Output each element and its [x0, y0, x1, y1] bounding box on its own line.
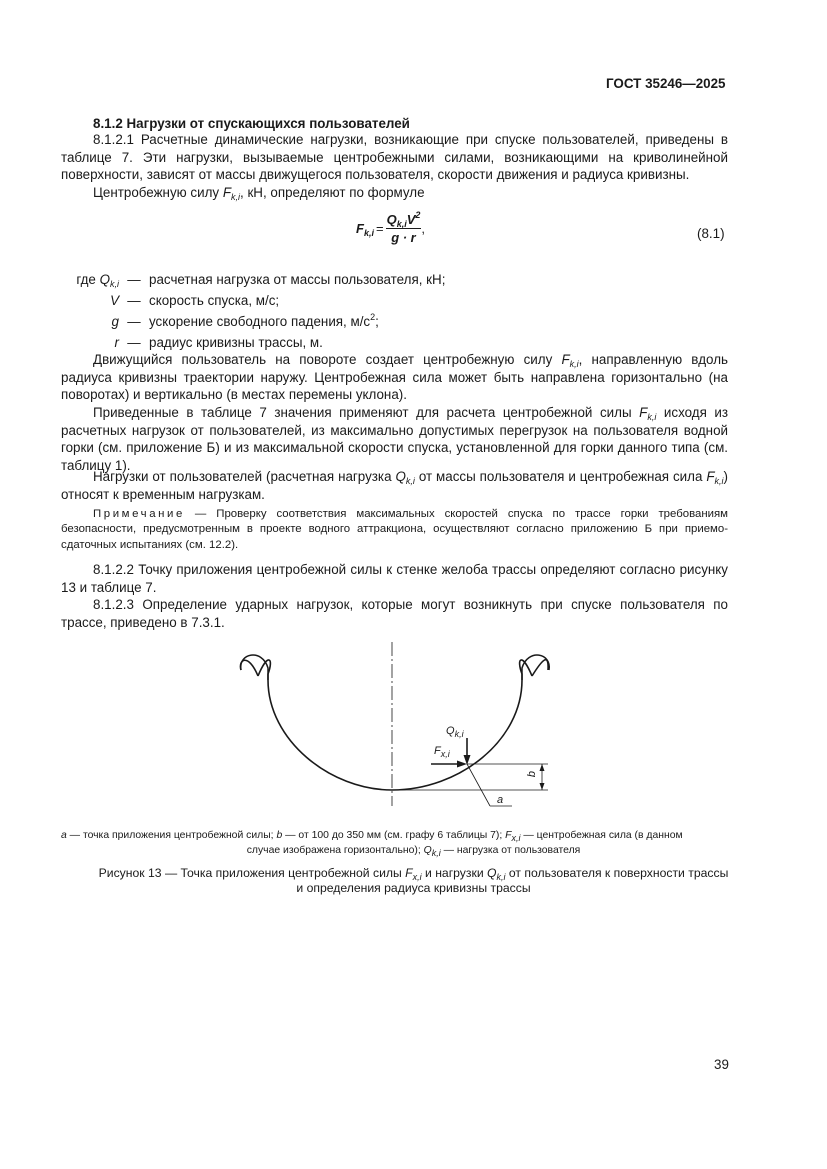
trough-profile — [240, 660, 548, 790]
symbol: F — [561, 352, 570, 367]
caption-symbol: Q — [487, 866, 497, 880]
text-span: Движущийся пользователь на повороте создает центробежную силу — [93, 352, 562, 367]
text-span: Приведенные в таблице 7 значения применяют для расчета центробежной силы — [93, 405, 640, 420]
document-header: ГОСТ 35246—2025 — [606, 76, 726, 91]
key-text: — точка приложения центробежной силы; — [66, 830, 277, 841]
subscript: k,i — [569, 359, 579, 369]
caption-symbol: F — [405, 866, 413, 880]
formula-velocity: V — [406, 212, 416, 227]
caption-text: от пользователя к поверхности трассы — [505, 866, 729, 880]
legend-superscript: 2 — [370, 312, 376, 322]
legend-text: скорость спуска, м/с; — [149, 293, 280, 308]
label-q-symbol: Q — [446, 725, 455, 737]
label-b: b — [526, 770, 539, 778]
caption-text: Рисунок 13 — Точка приложения центробежной силы — [98, 866, 406, 880]
caption-text: и нагрузки — [421, 866, 488, 880]
text-span: Центробежную силу — [93, 185, 223, 200]
caption-sub: k,i — [496, 872, 506, 882]
label-q — [446, 725, 464, 737]
formula-numerator: Q — [386, 212, 397, 227]
label-f-sub: x,i — [440, 749, 450, 759]
key-text: F — [505, 830, 512, 841]
symbol: F — [639, 405, 648, 420]
legend-symbol: V — [110, 293, 119, 308]
figure-caption-line2: и определения радиуса кривизны трассы — [296, 881, 531, 895]
dimension-arrow-up — [540, 764, 545, 771]
legend-text: ускорение свободного падения, м/с — [149, 314, 371, 329]
key-text: — нагрузка от пользователя — [440, 845, 581, 856]
formula-denominator: g · r — [391, 230, 416, 245]
trough-right-lip — [522, 655, 549, 680]
formula-equals: = — [375, 221, 384, 236]
text-span: ) относят к временным нагрузкам. — [61, 469, 728, 502]
formula-lhs-sub: k,i — [363, 228, 374, 238]
key-text: a — [61, 830, 67, 841]
legend-dash: — — [127, 272, 141, 287]
formula-comma: , — [421, 221, 426, 236]
legend-prefix: где — [76, 272, 100, 287]
paragraph-text: 8.1.2.2 Точку приложения центробежной силы к стенке желоба трассы определяют согласно рисунку 13 и таблице 7. — [61, 562, 728, 595]
leader-a — [467, 764, 490, 806]
legend-dash: — — [127, 314, 141, 329]
label-q-sub: k,i — [454, 729, 464, 739]
force-f-arrowhead — [457, 761, 467, 768]
section-title: 8.1.2 Нагрузки от спускающихся пользователей — [93, 116, 410, 131]
key-text: — центробежная сила (в данном — [520, 830, 683, 841]
label-f-symbol: F — [434, 745, 441, 757]
figure-caption — [0, 866, 827, 881]
formula-exponent: 2 — [415, 210, 421, 220]
subscript: k,i — [647, 412, 657, 422]
text-span: Нагрузки от пользователей (расчетная нагрузка — [93, 469, 396, 484]
text-span: , кН, определяют по формуле — [240, 185, 425, 200]
label-a: a — [497, 794, 504, 806]
legend-symbol: Q — [99, 272, 110, 287]
subscript: k,i — [405, 476, 415, 486]
legend-dash: — — [127, 293, 141, 308]
legend-symbol: g — [111, 314, 119, 329]
paragraph-text: 8.1.2.1 Расчетные динамические нагрузки, возникающие при спуске пользователей, приведены в таблице 7. Эти нагрузки, вызываемые центробежными силами, возникающими на криволинейной поверхности, зависят от массы движущегося пользователя, скорости движения и радиуса кривизны. — [61, 132, 728, 183]
text-span: , направленную вдоль радиуса кривизны траектории наружу. Центробежная сила может быть направлена горизонтально (на поворотах) и вертикально (в местах перемены уклона). — [61, 352, 729, 403]
paragraph-text: 8.1.2.3 Определение ударных нагрузок, которые могут возникнуть при спуске пользователя по трассе, приведено в 7.3.1. — [61, 597, 728, 630]
subscript: k,i — [231, 192, 240, 202]
figure-key-line2 — [0, 844, 827, 858]
subscript: k,i — [714, 476, 724, 486]
legend-symbol: r — [114, 335, 119, 350]
key-sub: x,i — [511, 833, 521, 843]
legend-subscript: k,i — [110, 279, 119, 289]
symbol: F — [706, 469, 715, 484]
formula-num-sub: k,i — [396, 219, 407, 229]
dimension-arrow-down — [540, 783, 545, 790]
key-text: Q — [423, 845, 432, 856]
legend-dash: — — [127, 335, 141, 350]
equation-number: (8.1) — [697, 226, 725, 241]
formula-lhs: F — [356, 221, 364, 236]
label-f — [434, 745, 450, 757]
caption-sub: x,i — [412, 872, 422, 882]
key-text: случае изображена горизонтально); — [246, 845, 424, 856]
symbol: Q — [395, 469, 406, 484]
page-number: 39 — [714, 1057, 729, 1072]
figure-key — [61, 829, 741, 843]
key-text: — от 100 до 350 мм (см. графу 6 таблицы 7); — [282, 830, 506, 841]
note-label: Примечание — [93, 508, 185, 520]
text-span: исходя из расчетных нагрузок от пользователей, из максимально допустимых перегрузок на пользователя водной горки (см. приложение Б) и из максимальной скорости спуска, установленной для горки данного типа (см. таблицу 1). — [61, 405, 729, 473]
legend-text: расчетная нагрузка от массы пользователя, кН; — [149, 272, 446, 287]
text-span: от массы пользователя и центробежная сила — [414, 469, 707, 484]
key-text: b — [276, 830, 283, 841]
legend-text: радиус кривизны трассы, м. — [149, 335, 323, 350]
legend-text: ; — [375, 314, 379, 329]
key-sub: k,i — [431, 848, 441, 858]
symbol: F — [222, 185, 231, 200]
note-text: — Проверку соответствия максимальных скоростей спуска по трассе горки требованиям безопасности, предусмотренным в проекте водного аттракциона, осуществляют согласно приложению Б при приемо-сдаточных испытаниях (см. 12.2). — [61, 508, 728, 551]
